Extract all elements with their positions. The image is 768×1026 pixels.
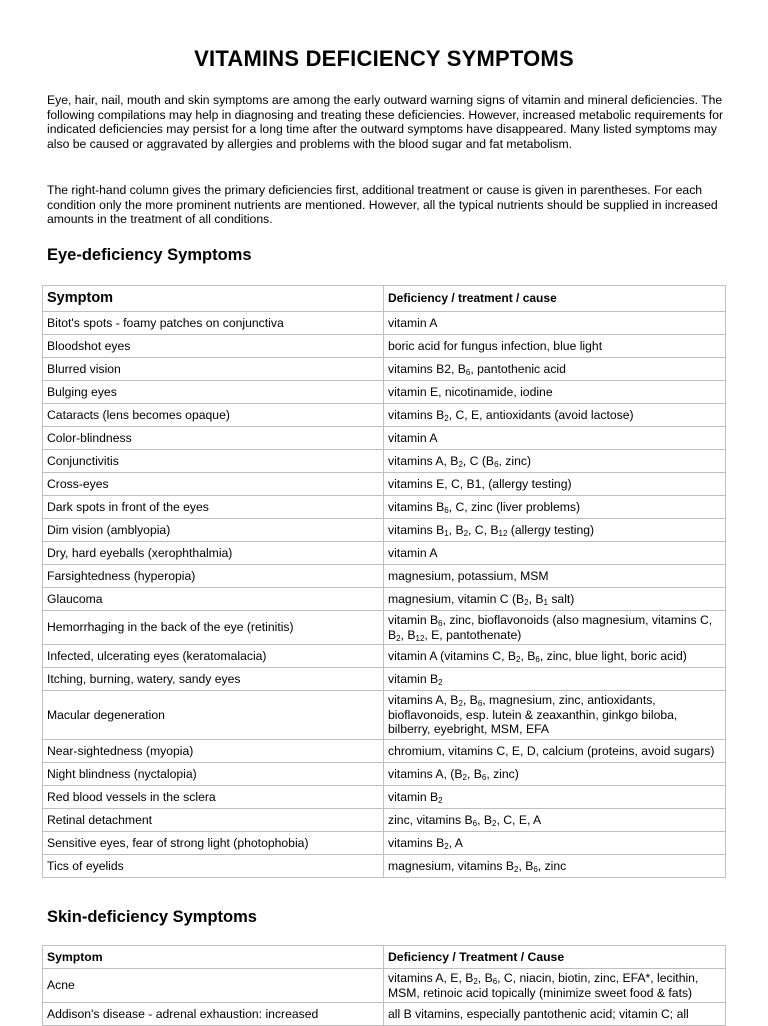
deficiency-cell: vitamin A (vitamins C, $B_2$, $B_6$, zinc, blue light, boric acid) xyxy=(384,645,726,668)
deficiency-cell: vitamins A, $B_2$, $B_6$, magnesium, zinc, antioxidants, bioflavonoids, esp. lutein & zeaxanthin, ginkgo biloba, bilberry, eyebright, MSM, EFA xyxy=(384,691,726,740)
deficiency-cell: magnesium, vitamin C ($B_2$, $B_1$ salt) xyxy=(384,588,726,611)
table-row xyxy=(43,450,726,473)
document-title: VITAMINS DEFICIENCY SYMPTOMS xyxy=(194,46,574,71)
deficiency-cell: vitamin $B_6$, zinc, bioflavonoids (also magnesium, vitamins C, $B_2$, $B_{12}$, E, pantothenate) xyxy=(384,611,726,645)
table-row xyxy=(43,312,726,335)
table-row xyxy=(43,668,726,691)
deficiency-cell: chromium, vitamins C, E, D, calcium (proteins, avoid sugars) xyxy=(384,739,726,762)
symptom-cell: Bulging eyes xyxy=(43,381,384,404)
deficiency-cell: vitamins A, $B_2$, C ($B_6$, zinc) xyxy=(384,450,726,473)
symptom-cell: Cross-eyes xyxy=(43,473,384,496)
table-row xyxy=(43,588,726,611)
symptom-cell: Dim vision (amblyopia) xyxy=(43,519,384,542)
deficiency-cell: vitamin A xyxy=(384,427,726,450)
table-row xyxy=(43,335,726,358)
table-row xyxy=(43,542,726,565)
table-row xyxy=(43,691,726,740)
table-header-row xyxy=(43,286,726,312)
deficiency-cell: magnesium, vitamins $B_2$, $B_6$, zinc xyxy=(384,854,726,877)
table-row xyxy=(43,854,726,877)
intro-paragraph-2: The right-hand column gives the primary deficiencies first, additional treatment or cause is given in parentheses. For each condition only the more prominent nutrients are mentioned. However, all the typical nutrients should be supplied in increased amounts in the treatment of all conditions. xyxy=(47,183,718,227)
eye-section-heading: Eye-deficiency Symptoms xyxy=(47,246,252,264)
deficiency-cell: magnesium, potassium, MSM xyxy=(384,565,726,588)
column-header-deficiency: Deficiency / Treatment / Cause xyxy=(384,946,726,969)
table-row xyxy=(43,831,726,854)
table-row xyxy=(43,473,726,496)
symptom-cell: Itching, burning, watery, sandy eyes xyxy=(43,668,384,691)
symptom-cell: Farsightedness (hyperopia) xyxy=(43,565,384,588)
symptom-cell: Hemorrhaging in the back of the eye (retinitis) xyxy=(43,611,384,645)
symptom-cell: Cataracts (lens becomes opaque) xyxy=(43,404,384,427)
symptom-cell: Conjunctivitis xyxy=(43,450,384,473)
deficiency-cell: zinc, vitamins $B_6$, $B_2$, C, E, A xyxy=(384,808,726,831)
symptom-cell: Blurred vision xyxy=(43,358,384,381)
symptom-cell: Dry, hard eyeballs (xerophthalmia) xyxy=(43,542,384,565)
eye-deficiency-table xyxy=(42,285,726,878)
column-header-deficiency: Deficiency / treatment / cause xyxy=(384,286,726,312)
table-row xyxy=(43,645,726,668)
deficiency-cell: boric acid for fungus infection, blue light xyxy=(384,335,726,358)
deficiency-cell: all B vitamins, especially pantothenic acid; vitamin C; all xyxy=(384,1003,726,1026)
skin-section-heading: Skin-deficiency Symptoms xyxy=(47,908,257,926)
table-row xyxy=(43,496,726,519)
symptom-cell: Infected, ulcerating eyes (keratomalacia) xyxy=(43,645,384,668)
symptom-cell: Tics of eyelids xyxy=(43,854,384,877)
symptom-cell: Color-blindness xyxy=(43,427,384,450)
deficiency-cell: vitamins B2, $B_6$, pantothenic acid xyxy=(384,358,726,381)
symptom-cell: Addison's disease - adrenal exhaustion: increased xyxy=(43,1003,384,1026)
table-row xyxy=(43,427,726,450)
table-header-row xyxy=(43,946,726,969)
symptom-cell: Dark spots in front of the eyes xyxy=(43,496,384,519)
deficiency-cell: vitamin $B_2$ xyxy=(384,785,726,808)
table-row xyxy=(43,762,726,785)
deficiency-cell: vitamin $B_2$ xyxy=(384,668,726,691)
table-row xyxy=(43,565,726,588)
intro-paragraph-1: Eye, hair, nail, mouth and skin symptoms are among the early outward warning signs of vitamin and mineral deficiencies. The following compilations may help in diagnosing and treating these deficiencies. However, increased metabolic requirements for indicated deficiencies may persist for a long time after the outward symptoms have disappeared. Many listed symptoms may also be caused or aggravated by allergies and problems with the blood sugar and fat metabolism. xyxy=(47,93,724,151)
table-row xyxy=(43,739,726,762)
table-row xyxy=(43,785,726,808)
table-row xyxy=(43,381,726,404)
symptom-cell: Glaucoma xyxy=(43,588,384,611)
symptom-cell: Acne xyxy=(43,969,384,1003)
deficiency-cell: vitamin A xyxy=(384,312,726,335)
deficiency-cell: vitamins $B_2$, C, E, antioxidants (avoid lactose) xyxy=(384,404,726,427)
table-row xyxy=(43,358,726,381)
skin-table-body xyxy=(43,969,726,1026)
deficiency-cell: vitamin A xyxy=(384,542,726,565)
symptom-cell: Macular degeneration xyxy=(43,691,384,740)
symptom-cell: Retinal detachment xyxy=(43,808,384,831)
deficiency-cell: vitamins $B_1$, $B_2$, C, $B_{12}$ (allergy testing) xyxy=(384,519,726,542)
deficiency-cell: vitamins $B_6$, C, zinc (liver problems) xyxy=(384,496,726,519)
table-row xyxy=(43,808,726,831)
table-row xyxy=(43,969,726,1003)
symptom-cell: Bitot's spots - foamy patches on conjunctiva xyxy=(43,312,384,335)
column-header-symptom: Symptom xyxy=(43,946,384,969)
deficiency-cell: vitamin E, nicotinamide, iodine xyxy=(384,381,726,404)
eye-table-body xyxy=(43,312,726,878)
deficiency-cell: vitamins A, ($B_2$, $B_6$, zinc) xyxy=(384,762,726,785)
table-row xyxy=(43,611,726,645)
table-row xyxy=(43,1003,726,1026)
column-header-symptom: Symptom xyxy=(43,286,384,312)
table-row xyxy=(43,519,726,542)
symptom-cell: Red blood vessels in the sclera xyxy=(43,785,384,808)
symptom-cell: Near-sightedness (myopia) xyxy=(43,739,384,762)
skin-deficiency-table xyxy=(42,945,726,1026)
deficiency-cell: vitamins $B_2$, A xyxy=(384,831,726,854)
table-row xyxy=(43,404,726,427)
symptom-cell: Night blindness (nyctalopia) xyxy=(43,762,384,785)
symptom-cell: Bloodshot eyes xyxy=(43,335,384,358)
deficiency-cell: vitamins A, E, $B_2$, $B_6$, C, niacin, biotin, zinc, EFA*, lecithin, MSM, retinoic acid topically (minimize sweet food & fats) xyxy=(384,969,726,1003)
symptom-cell: Sensitive eyes, fear of strong light (photophobia) xyxy=(43,831,384,854)
deficiency-cell: vitamins E, C, B1, (allergy testing) xyxy=(384,473,726,496)
